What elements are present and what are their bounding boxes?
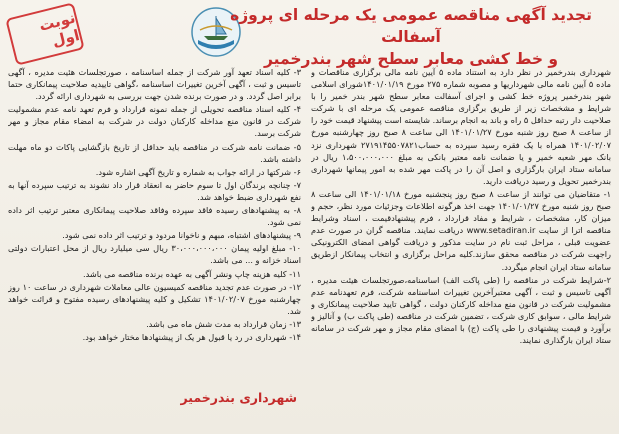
notice-body <box>8 66 611 428</box>
notice-title <box>221 4 601 70</box>
clause-12: ۱۲- در صورت عدم تجدید مناقصه کمیسیون عالی معاملات شهرداری در ساعت ۱۰ روز چهارشنبه مورخ ۱۴۰۱/۰۲/۰۷ تشکیل و کلیه پیشنهادهای رسیده مفتوح و قرائت خواهد شد. <box>8 281 301 316</box>
right-column <box>311 66 611 428</box>
clause-4: ۴- کلیه اسناد مناقصه تحویلی از جمله نمونه قرارداد و فرم تعهد نامه عدم مشمولیت شرکت در قانون منع مداخله کارکنان دولت در شرکت به امضاء مقام مجاز و مهر شرکت برسد. <box>8 104 301 139</box>
round-stamp-label: نوبت اول <box>37 8 82 51</box>
round-stamp <box>5 2 85 66</box>
left-column <box>8 66 301 428</box>
clause-13: ۱۳- زمان قرارداد به مدت شش ماه می باشد. <box>146 318 301 329</box>
clause-14: ۱۴- شهرداری در رد یا قبول هر یک از پیشنهادها مختار خواهد بود. <box>82 331 301 342</box>
clause-2: ۲-شرایط شرکت در مناقصه را (طی پاکت الف) اساسنامه،صورتجلسات هیئت مدیره ، آگهی تاسیس و ثبت ، آگهی معتبرآخرین تغییرات اساسنامه شرکت، فرم تعهدنامه عدم مشمولیت شرکت در قانون منع مداخله کارکنان دولت ، گواهی تایید صلاحیت پیمانکاری و شرایط مالی ، سوابق کاری شرکت ، تضمین شرکت در مناقصه (طی پاکت ب) و آنالیز و برآورد و قیمت پیشنهادی را طی پاکت (ج) با امضای مقام مجاز و مهر شرکت در سامانه ستاد ایران بارگذاری نمایند. <box>311 274 611 346</box>
notice-title-line1: تجدید آگهی مناقصه عمومی یک مرحله ای پروژه آسفالت <box>230 6 592 46</box>
clause-5: ۵- ضمانت نامه شرکت در مناقصه باید حداقل از تاریخ بازگشایی پاکات دو ماه مهلت داشته باشد. <box>8 141 301 164</box>
signature: شهرداری بندرخمیر <box>180 389 297 405</box>
clause-8: ۸- به پیشنهادهای رسیده فاقد سپرده وفاقد صلاحیت پیمانکاری معتبر ترتیب اثر داده نمی شود. <box>8 205 301 228</box>
notice-header <box>0 0 619 68</box>
clause-11: ۱۱- کلیه هزینه چاپ ونشر آگهی به عهده برنده مناقصه می باشد. <box>83 268 301 279</box>
intro-paragraph: شهرداری بندرخمیر در نظر دارد به استناد ماده ۵ آیین نامه مالی برگزاری مناقصات و ماده ۵ آیین نامه مالی شهرداریها و مصوبه شماره ۲۷۵ مورخ ۱۴۰۱/۰۱/۱۹شورای اسلامی شهر بندرخمیر پروژه خط کشی و اجرای آسفالت معابر سطح شهر بندر خمیر را با شرایط و مشخصات زیر از طریق برگزاری مناقصه عمومی یک مرحله ای با شرکت صلاحیت دار رتبه حداقل ۵ راه و باند به انجام برساند. شایسته است پیشنهاد قیمت خود را از ساعت ۸ صبح روز شنبه مورخ ۱۴۰۱/۰۱/۲۷ الی ساعت ۸ صبح روز چهارشنبه مورخ ۱۴۰۱/۰۲/۰۷ همراه با یک فقره رسید سپرده به حساب۲۷۱۹۱۴۵۵۰۷۸۲۱ شهرداری نزد بانک مهر شعبه خمیر و یا ضمانت نامه معتبر بانکی به مبلغ ۱،۵۰۰،۰۰۰،۰۰۰ ریال در سامانه ستاد ایران بارگزاری و اصل آن را در پاکت مهر شده به امور پیمانها شهرداری بندرخمیر تحویل و رسید دریافت دارید. <box>311 67 611 186</box>
clause-7: ۷- چنانچه برندگان اول تا سوم حاضر به انعقاد قرار داد نشوند به ترتیب سپرده آنها به نفع شهرداری ضبط خواهد شد. <box>8 179 301 202</box>
clause-10: ۱۰- مبلغ اولیه پیمان ۳۰،۰۰۰،۰۰۰،۰۰۰ ریال سی میلیارد ریال از محل اعتبارات دولتی اسناد خزانه و ... می باشد. <box>8 243 301 266</box>
clause-9: ۹- پیشنهادهای اشتباه، مبهم و ناخوانا مردود و ترتیب اثر داده نمی شود. <box>62 230 301 241</box>
clause-6: ۶- شرکتها در ارائه جواب به شماره و تاریخ آگهی اشاره شود. <box>95 166 301 177</box>
clause-1: ۱- متقاضیان می توانند از ساعت ۸ صبح روز پنجشنبه مورخ ۱۴۰۱/۰۱/۱۸ الی ساعت ۸ صبح روز شنبه مورخ ۱۴۰۱/۰۱/۲۷ جهت اخذ هرگونه اطلاعات وجزئیات مورد نظر، حجم و میزان کار، مشخصات ، شرایط و مفاد قرارداد ، فرم پیشنهادقیمت ، اسناد وشرایط مناقصه اترا از سایت www.setadiran.ir دریافت نمایند. مناقصه گران در صورت عدم عضویت قبلی ، مراحل ثبت نام در سایت مذکور و دریافت گواهی امضای الکترونیکی راجهت شرکت در مناقصه محقق سازند.کلیه مراحل برگزاری و انتخاب پیمانکار ازطریق سامانه ستاد ایران انجام میگردد. <box>311 188 611 272</box>
notice-title-line2: و خط کشی معابر سطح شهر بندرخمیر <box>263 50 559 68</box>
clause-3: ۳- کلیه اسناد تعهد آور شرکت از جمله اساسنامه ، صورتجلسات هئیت مدیره ، آگهی تاسیس و ثبت ، آگهی آخرین تغییرات اساسنامه ،گواهی تاییدیه صلاحیت پیمانکاری حتما برابر اصل گردد. و در صورت برنده شدن جهت بررسی به شهرداری ارائه گردد. <box>8 67 301 102</box>
